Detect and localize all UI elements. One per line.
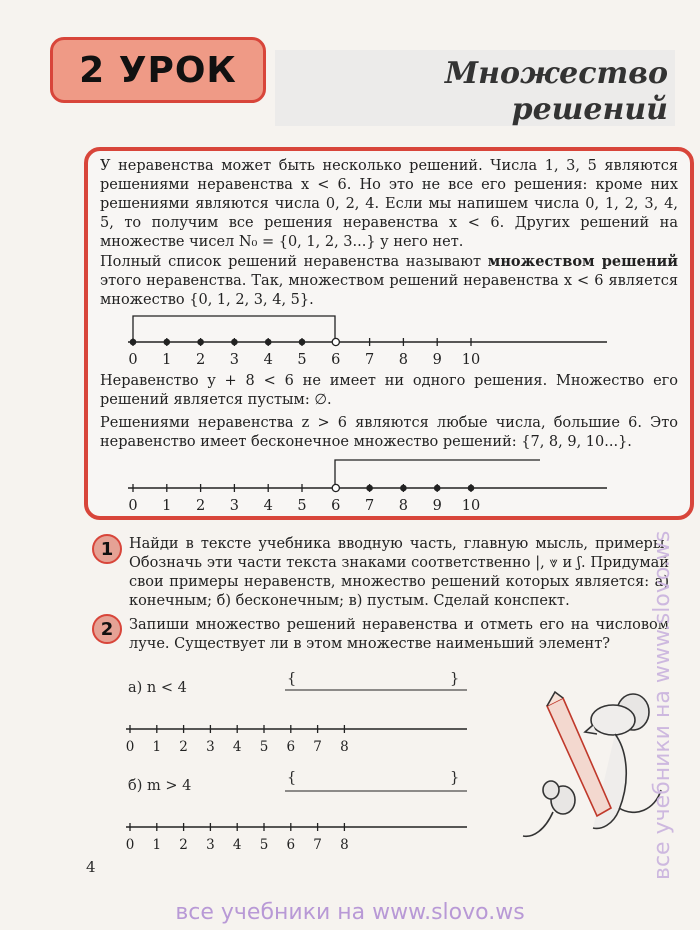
tick-label: 2	[179, 739, 188, 755]
exercise-b-brace-open: {	[287, 770, 297, 786]
solution-point	[164, 339, 171, 346]
p2-before: Полный список решений неравенства называют	[100, 254, 488, 270]
page-number: 4	[86, 858, 96, 876]
tick-label: 0	[125, 739, 135, 755]
tick-label: 4	[263, 498, 273, 514]
tick-label: 5	[259, 739, 269, 755]
tick-label: 4	[263, 352, 273, 368]
tick-label: 1	[152, 739, 162, 755]
tick-label: 6	[331, 498, 341, 514]
task-1-marker: 1	[92, 534, 122, 564]
solution-point	[468, 485, 475, 492]
tick-label: 0	[128, 498, 138, 514]
tick-label: 7	[364, 498, 375, 514]
tick-label: 10	[461, 352, 481, 368]
solution-point	[197, 339, 204, 346]
exercise-line-b	[126, 791, 467, 853]
lesson-badge: 2 УРОК	[50, 37, 266, 103]
title-line-2: решений	[511, 92, 668, 127]
mouse-with-pencil-illustration	[515, 690, 665, 850]
open-point	[332, 338, 339, 345]
theory-paragraph-4: Решениями неравенства z > 6 являются любые числа, большие 6. Это неравенство имеет бесконечное множество решений: {7, 8, 9, 10...}.	[100, 415, 678, 450]
exercise-b-brace-close: }	[450, 770, 460, 786]
tick-label: 8	[340, 739, 349, 755]
title-line-1: Множество	[444, 56, 668, 91]
tick-label: 1	[152, 837, 162, 853]
tick-label: 1	[162, 498, 172, 514]
tick-label: 6	[331, 352, 341, 368]
task-2-marker: 2	[92, 614, 122, 644]
tick-label: 5	[297, 352, 307, 368]
number-line-x-lt-6	[128, 316, 607, 368]
exercise-a-label: а) n < 4	[128, 680, 187, 696]
theory-paragraph-1: У неравенства может быть несколько решений. Числа 1, 3, 5 являются решениями неравенства x < 6. Но это не все его решения: кроме них решениями являются числа 0, 2, 4. Если мы напишем числа 0, 1, 2, 3, 4, 5, то получим все решения неравенства x < 6. Других решений на множестве чисел N₀ = {0, 1, 2, 3...} у него нет.	[100, 158, 678, 250]
number-line-z-gt-6	[128, 460, 607, 514]
theory-paragraph-3: Неравенство y + 8 < 6 не имеет ни одного решения. Множество его решений является пустым: ∅.	[100, 373, 678, 408]
exercise-line-a	[126, 690, 467, 755]
watermark-side: все учебники на www.slovo.ws	[650, 530, 675, 880]
tick-label: 3	[229, 498, 240, 514]
tick-label: 3	[229, 352, 240, 368]
tick-label: 6	[286, 837, 296, 853]
tick-label: 6	[286, 739, 296, 755]
exercise-a-brace-close: }	[450, 671, 460, 687]
tick-label: 10	[461, 498, 481, 514]
tick-label: 8	[340, 837, 349, 853]
solution-point	[265, 339, 272, 346]
tick-label: 5	[259, 837, 269, 853]
tick-label: 8	[398, 352, 409, 368]
tick-label: 2	[195, 498, 206, 514]
tick-label: 2	[179, 837, 188, 853]
tick-label: 2	[195, 352, 206, 368]
tick-label: 9	[432, 498, 442, 514]
watermark-bottom: все учебники на www.slovo.ws	[175, 900, 525, 925]
solution-point	[130, 339, 137, 346]
tick-label: 4	[232, 837, 242, 853]
tick-label: 7	[364, 352, 375, 368]
term-solution-set: множеством решений	[487, 253, 679, 270]
exercise-a-brace-open: {	[287, 671, 297, 687]
task-1-text: Найди в тексте учебника вводную часть, главную мысль, примеры. Обозначь эти части текста знаками соответственно |, ⩔ и ʃ. Придумай свои примеры неравенств, множество решений которых является: а) конечным; б) бесконечным; в) пустым. Сделай конспект.	[129, 536, 669, 609]
solution-point	[400, 485, 407, 492]
tick-label: 9	[432, 352, 442, 368]
tick-label: 7	[313, 739, 322, 755]
solution-point	[299, 339, 306, 346]
tick-label: 4	[232, 739, 242, 755]
tick-label: 0	[128, 352, 138, 368]
solution-point	[366, 485, 373, 492]
tick-label: 1	[162, 352, 172, 368]
tick-label: 8	[398, 498, 409, 514]
tick-label: 7	[313, 837, 322, 853]
tick-label: 3	[206, 739, 215, 755]
exercise-b-label: б) m > 4	[128, 778, 192, 794]
open-point	[332, 484, 339, 491]
tick-label: 3	[206, 837, 215, 853]
task-2-text: Запиши множество решений неравенства и отметь его на числовом луче. Существует ли в этом множестве наименьший элемент?	[129, 617, 669, 652]
solution-point	[434, 485, 441, 492]
tick-label: 0	[125, 837, 135, 853]
tick-label: 5	[297, 498, 307, 514]
solution-point	[231, 339, 238, 346]
p2-after: этого неравенства. Так, множеством решений неравенства x < 6 является множество {0, 1, 2, 3, 4, 5}.	[100, 273, 678, 308]
